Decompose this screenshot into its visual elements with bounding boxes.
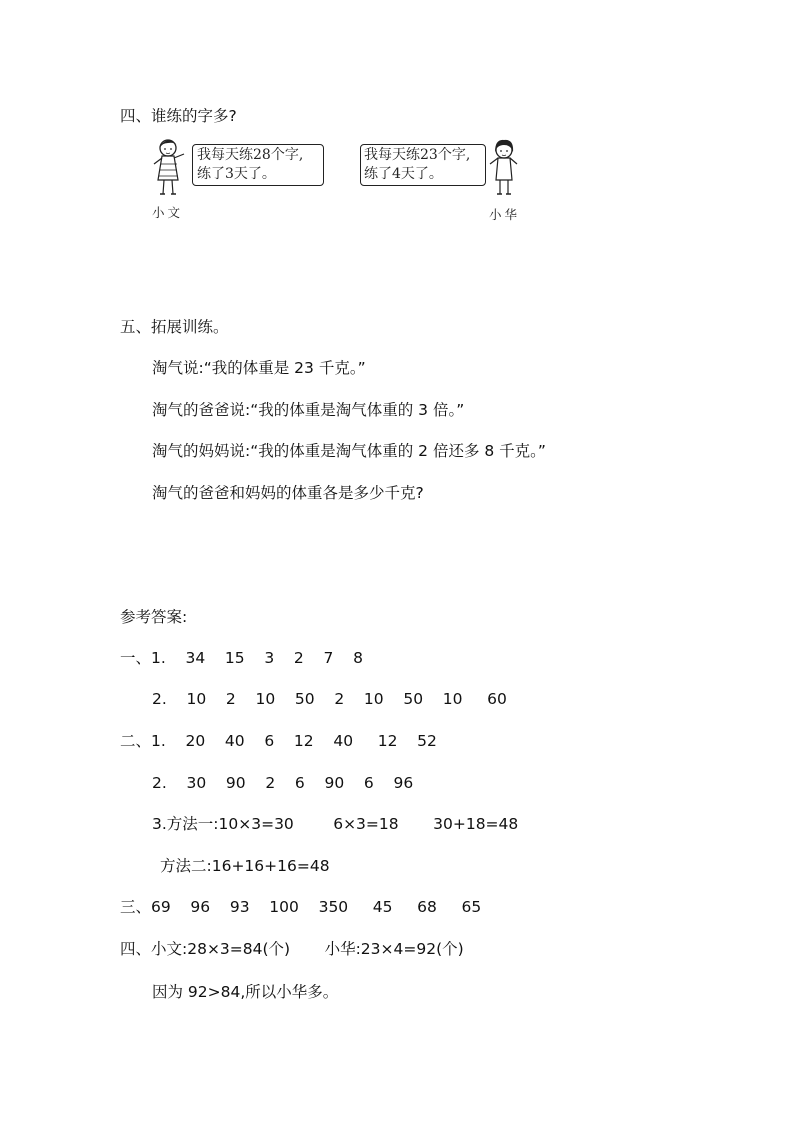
answer-3: 三、69 96 93 100 350 45 68 65 (120, 898, 482, 916)
problem-line-4: 淘气的爸爸和妈妈的体重各是多少千克? (152, 484, 424, 502)
caption-xiaohua: 小华 (489, 207, 521, 222)
answer-2-1: 二、1. 20 40 6 12 40 12 52 (120, 732, 437, 750)
answer-1-2: 2. 10 2 10 50 2 10 50 10 60 (152, 690, 507, 708)
answers-heading: 参考答案: (120, 608, 188, 626)
answer-2-2: 2. 30 90 2 6 90 6 96 (152, 774, 414, 792)
section-5-heading: 五、拓展训练。 (120, 318, 229, 336)
caption-xiaowen: 小文 (152, 205, 184, 220)
answer-2-3-method-1: 3.方法一:10×3=30 6×3=18 30+18=48 (152, 815, 519, 833)
speech-bubble-left-text: 我每天练28个字, 练了3天了。 (197, 147, 304, 182)
girl-illustration-right (486, 138, 522, 204)
section-4-heading: 四、谁练的字多? (120, 107, 237, 125)
speech-bubble-right-text: 我每天练23个字, 练了4天了。 (364, 147, 471, 182)
problem-line-1: 淘气说:“我的体重是 23 千克。” (152, 359, 366, 377)
girl-illustration-left (150, 136, 190, 202)
problem-line-3: 淘气的妈妈说:“我的体重是淘气体重的 2 倍还多 8 千克。” (152, 442, 546, 460)
answer-4: 四、小文:28×3=84(个) 小华:23×4=92(个) (120, 940, 464, 958)
answer-4-conclusion: 因为 92>84,所以小华多。 (152, 983, 339, 1001)
problem-line-2: 淘气的爸爸说:“我的体重是淘气体重的 3 倍。” (152, 401, 465, 419)
answer-1-1: 一、1. 34 15 3 2 7 8 (120, 649, 363, 667)
answer-2-3-method-2: 方法二:16+16+16=48 (160, 857, 330, 875)
